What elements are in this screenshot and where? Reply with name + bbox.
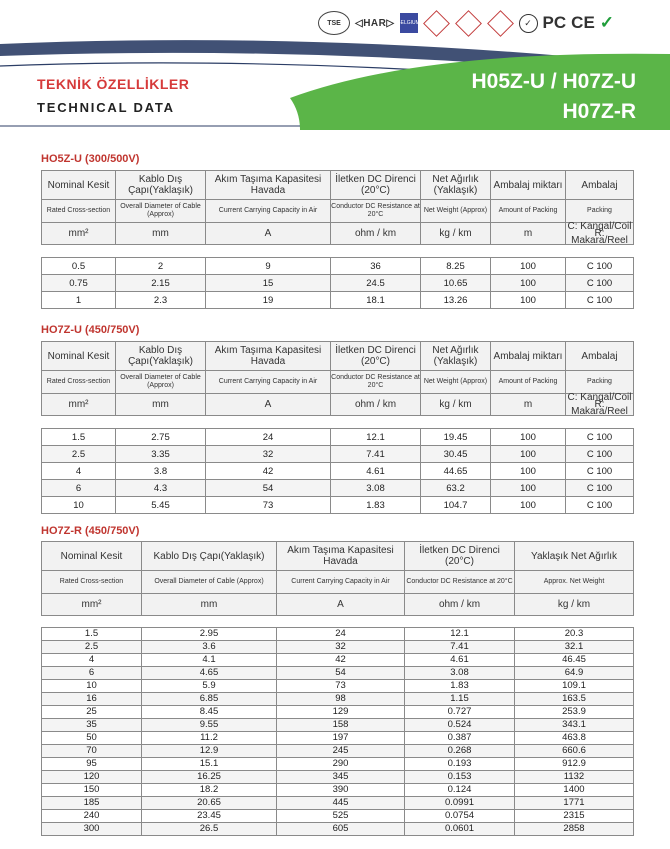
header-row-units bbox=[42, 223, 634, 245]
table-cell-m: 100 bbox=[491, 480, 566, 497]
col-subheader-current: Current Carrying Capacity in Air bbox=[277, 571, 405, 594]
col-header-weight: Net Ağırlık (Yaklaşık) bbox=[421, 342, 491, 371]
table-cell-d: 2.15 bbox=[116, 275, 206, 292]
header-row-tr bbox=[42, 342, 634, 371]
unit-weight: kg / km bbox=[421, 394, 491, 416]
diamond-mark-icon bbox=[423, 10, 450, 37]
col-subheader-resistance: Conductor DC Resistance at 20°C bbox=[331, 200, 421, 223]
table-cell-d: 20.65 bbox=[142, 797, 277, 810]
spec-table-data-h05z-u bbox=[41, 257, 634, 309]
unit-weight: kg / km bbox=[421, 223, 491, 245]
table-cell-d: 2.75 bbox=[116, 429, 206, 446]
table-cell-w: 20.3 bbox=[515, 628, 634, 641]
table-cell-r: 0.524 bbox=[405, 719, 515, 732]
product-code-line2: H07Z-R bbox=[562, 100, 636, 123]
table-cell-d: 5.9 bbox=[142, 680, 277, 693]
table-row bbox=[42, 480, 634, 497]
table-cell-a: 445 bbox=[277, 797, 405, 810]
table-cell-d: 3.8 bbox=[116, 463, 206, 480]
table-cell-d: 8.45 bbox=[142, 706, 277, 719]
col-subheader-diameter: Overall Diameter of Cable (Approx) bbox=[116, 371, 206, 394]
table-cell-a: 19 bbox=[206, 292, 331, 309]
table-cell-w: 8.25 bbox=[421, 258, 491, 275]
ce-mark-icon: CE bbox=[571, 13, 595, 32]
table-cell-c: 10 bbox=[42, 497, 116, 514]
table-cell-r: 1.83 bbox=[405, 680, 515, 693]
col-subheader-pack-qty: Amount of Packing bbox=[491, 371, 566, 394]
table-row bbox=[42, 797, 634, 810]
table-cell-a: 24 bbox=[206, 429, 331, 446]
header-row-en bbox=[42, 200, 634, 223]
table-cell-a: 24 bbox=[277, 628, 405, 641]
table-cell-a: 32 bbox=[277, 641, 405, 654]
unit-packing: C: Kangal/Coil R: Makara/Reel bbox=[566, 223, 634, 245]
table-row bbox=[42, 654, 634, 667]
table-cell-d: 16.25 bbox=[142, 771, 277, 784]
table-cell-r: 7.41 bbox=[331, 446, 421, 463]
table-cell-p: C 100 bbox=[566, 480, 634, 497]
table-cell-r: 3.08 bbox=[405, 667, 515, 680]
table-row bbox=[42, 771, 634, 784]
spec-table-data-h07z-r bbox=[41, 627, 634, 836]
table-cell-c: 4 bbox=[42, 463, 116, 480]
table-cell-r: 12.1 bbox=[405, 628, 515, 641]
table-cell-d: 18.2 bbox=[142, 784, 277, 797]
table-cell-d: 4.3 bbox=[116, 480, 206, 497]
table-cell-a: 290 bbox=[277, 758, 405, 771]
col-header-current: Akım Taşıma Kapasitesi Havada bbox=[206, 171, 331, 200]
table-row bbox=[42, 497, 634, 514]
diamond-mark-icon bbox=[455, 10, 482, 37]
table-cell-d: 23.45 bbox=[142, 810, 277, 823]
table-cell-w: 44.65 bbox=[421, 463, 491, 480]
col-subheader-weight: Net Weight (Approx) bbox=[421, 371, 491, 394]
col-subheader-weight: Approx. Net Weight bbox=[515, 571, 634, 594]
table-cell-a: 345 bbox=[277, 771, 405, 784]
table-cell-r: 1.15 bbox=[405, 693, 515, 706]
col-subheader-current: Current Carrying Capacity in Air bbox=[206, 371, 331, 394]
col-subheader-resistance: Conductor DC Resistance at 20°C bbox=[331, 371, 421, 394]
col-subheader-resistance: Conductor DC Resistance at 20°C bbox=[405, 571, 515, 594]
belgium-mark-icon: BELGIUM bbox=[400, 13, 418, 33]
table-cell-c: 50 bbox=[42, 732, 142, 745]
header-row-units bbox=[42, 394, 634, 416]
col-header-resistance: İletken DC Direnci (20°C) bbox=[331, 171, 421, 200]
table-cell-w: 30.45 bbox=[421, 446, 491, 463]
table-cell-r: 0.0601 bbox=[405, 823, 515, 836]
unit-pack-qty: m bbox=[491, 223, 566, 245]
table-cell-m: 100 bbox=[491, 258, 566, 275]
col-header-nominal: Nominal Kesit bbox=[42, 542, 142, 571]
table-cell-w: 46.45 bbox=[515, 654, 634, 667]
table-cell-a: 605 bbox=[277, 823, 405, 836]
table-cell-a: 54 bbox=[206, 480, 331, 497]
table-cell-w: 2315 bbox=[515, 810, 634, 823]
table-cell-c: 1 bbox=[42, 292, 116, 309]
unit-current: A bbox=[277, 594, 405, 616]
table-cell-c: 300 bbox=[42, 823, 142, 836]
table-cell-d: 5.45 bbox=[116, 497, 206, 514]
unit-current: A bbox=[206, 223, 331, 245]
table-cell-w: 13.26 bbox=[421, 292, 491, 309]
table-cell-p: C 100 bbox=[566, 497, 634, 514]
table-row bbox=[42, 446, 634, 463]
col-header-weight: Yaklaşık Net Ağırlık bbox=[515, 542, 634, 571]
table-cell-r: 4.61 bbox=[405, 654, 515, 667]
unit-resistance: ohm / km bbox=[331, 223, 421, 245]
col-subheader-diameter: Overall Diameter of Cable (Approx) bbox=[142, 571, 277, 594]
table-row bbox=[42, 292, 634, 309]
table-cell-c: 0.5 bbox=[42, 258, 116, 275]
table-cell-a: 9 bbox=[206, 258, 331, 275]
table-row bbox=[42, 275, 634, 292]
table-cell-c: 2.5 bbox=[42, 641, 142, 654]
table-cell-r: 36 bbox=[331, 258, 421, 275]
table-cell-r: 0.193 bbox=[405, 758, 515, 771]
unit-resistance: ohm / km bbox=[405, 594, 515, 616]
table-cell-a: 15 bbox=[206, 275, 331, 292]
spec-table-header-h07z-u bbox=[41, 341, 634, 416]
table-cell-c: 185 bbox=[42, 797, 142, 810]
table-row bbox=[42, 810, 634, 823]
unit-resistance: ohm / km bbox=[331, 394, 421, 416]
table-cell-a: 158 bbox=[277, 719, 405, 732]
circle-check-icon: ✓ bbox=[519, 14, 538, 33]
col-header-current: Akım Taşıma Kapasitesi Havada bbox=[206, 342, 331, 371]
table-cell-r: 12.1 bbox=[331, 429, 421, 446]
table-row bbox=[42, 823, 634, 836]
table-cell-d: 15.1 bbox=[142, 758, 277, 771]
table-cell-d: 9.55 bbox=[142, 719, 277, 732]
col-header-pack-qty: Ambalaj miktarı bbox=[491, 171, 566, 200]
col-header-weight: Net Ağırlık (Yaklaşık) bbox=[421, 171, 491, 200]
table-cell-r: 0.268 bbox=[405, 745, 515, 758]
table-cell-p: C 100 bbox=[566, 258, 634, 275]
table-cell-r: 18.1 bbox=[331, 292, 421, 309]
table-row bbox=[42, 732, 634, 745]
table-row bbox=[42, 706, 634, 719]
table-row bbox=[42, 693, 634, 706]
table-cell-d: 6.85 bbox=[142, 693, 277, 706]
spec-table-data-h07z-u bbox=[41, 428, 634, 514]
table-cell-a: 129 bbox=[277, 706, 405, 719]
table-cell-p: C 100 bbox=[566, 292, 634, 309]
table-cell-c: 0.75 bbox=[42, 275, 116, 292]
table-cell-c: 1.5 bbox=[42, 628, 142, 641]
table-cell-c: 10 bbox=[42, 680, 142, 693]
section-title-h07z-u: HO7Z-U (450/750V) bbox=[41, 324, 140, 336]
table-cell-c: 120 bbox=[42, 771, 142, 784]
table-cell-r: 3.08 bbox=[331, 480, 421, 497]
table-cell-w: 32.1 bbox=[515, 641, 634, 654]
table-cell-w: 10.65 bbox=[421, 275, 491, 292]
table-row bbox=[42, 680, 634, 693]
table-cell-r: 0.0754 bbox=[405, 810, 515, 823]
table-cell-c: 95 bbox=[42, 758, 142, 771]
header-row-en bbox=[42, 571, 634, 594]
table-cell-c: 70 bbox=[42, 745, 142, 758]
table-cell-p: C 100 bbox=[566, 275, 634, 292]
unit-packing: C: Kangal/Coil R: Makara/Reel bbox=[566, 394, 634, 416]
table-cell-m: 100 bbox=[491, 292, 566, 309]
col-subheader-weight: Net Weight (Approx) bbox=[421, 200, 491, 223]
table-cell-m: 100 bbox=[491, 497, 566, 514]
table-cell-c: 240 bbox=[42, 810, 142, 823]
product-code-line1: H05Z-U / H07Z-U bbox=[471, 70, 636, 93]
table-cell-w: 343.1 bbox=[515, 719, 634, 732]
col-header-diameter: Kablo Dış Çapı(Yaklaşık) bbox=[116, 171, 206, 200]
col-subheader-nominal: Rated Cross-section bbox=[42, 200, 116, 223]
col-header-packing: Ambalaj bbox=[566, 342, 634, 371]
header-row-tr bbox=[42, 171, 634, 200]
table-cell-d: 2 bbox=[116, 258, 206, 275]
col-header-diameter: Kablo Dış Çapı(Yaklaşık) bbox=[142, 542, 277, 571]
spec-table-header-h05z-u bbox=[41, 170, 634, 245]
col-subheader-nominal: Rated Cross-section bbox=[42, 371, 116, 394]
table-cell-p: C 100 bbox=[566, 446, 634, 463]
unit-weight: kg / km bbox=[515, 594, 634, 616]
unit-nominal: mm² bbox=[42, 594, 142, 616]
table-cell-c: 2.5 bbox=[42, 446, 116, 463]
har-mark-icon: ◁HAR▷ bbox=[355, 17, 395, 29]
col-header-current: Akım Taşıma Kapasitesi Havada bbox=[277, 542, 405, 571]
table-cell-r: 0.153 bbox=[405, 771, 515, 784]
table-cell-w: 163.5 bbox=[515, 693, 634, 706]
table-cell-m: 100 bbox=[491, 429, 566, 446]
section-title-h05z-u: HO5Z-U (300/500V) bbox=[41, 153, 140, 165]
table-cell-w: 912.9 bbox=[515, 758, 634, 771]
table-row bbox=[42, 667, 634, 680]
page-title-tr: TEKNİK ÖZELLİKLER bbox=[37, 76, 190, 92]
spec-table-header-h07z-r bbox=[41, 541, 634, 616]
table-row bbox=[42, 628, 634, 641]
unit-diameter: mm bbox=[142, 594, 277, 616]
table-cell-a: 42 bbox=[206, 463, 331, 480]
table-cell-w: 104.7 bbox=[421, 497, 491, 514]
pc-mark-icon: PC bbox=[542, 13, 567, 32]
section-title-h07z-r: HO7Z-R (450/750V) bbox=[41, 525, 140, 537]
table-cell-r: 1.83 bbox=[331, 497, 421, 514]
table-cell-c: 6 bbox=[42, 480, 116, 497]
table-cell-r: 7.41 bbox=[405, 641, 515, 654]
product-codes bbox=[471, 67, 636, 127]
col-header-resistance: İletken DC Direnci (20°C) bbox=[405, 542, 515, 571]
table-cell-d: 12.9 bbox=[142, 745, 277, 758]
table-cell-a: 73 bbox=[206, 497, 331, 514]
unit-nominal: mm² bbox=[42, 223, 116, 245]
table-cell-c: 25 bbox=[42, 706, 142, 719]
unit-current: A bbox=[206, 394, 331, 416]
table-cell-d: 2.95 bbox=[142, 628, 277, 641]
table-cell-c: 1.5 bbox=[42, 429, 116, 446]
table-cell-p: C 100 bbox=[566, 463, 634, 480]
table-cell-d: 3.6 bbox=[142, 641, 277, 654]
diamond-mark-icon bbox=[487, 10, 514, 37]
table-row bbox=[42, 258, 634, 275]
certification-marks bbox=[318, 10, 614, 36]
col-subheader-nominal: Rated Cross-section bbox=[42, 571, 142, 594]
table-cell-r: 4.61 bbox=[331, 463, 421, 480]
unit-diameter: mm bbox=[116, 394, 206, 416]
unit-diameter: mm bbox=[116, 223, 206, 245]
col-subheader-diameter: Overall Diameter of Cable (Approx) bbox=[116, 200, 206, 223]
col-header-nominal: Nominal Kesit bbox=[42, 171, 116, 200]
table-row bbox=[42, 463, 634, 480]
table-cell-m: 100 bbox=[491, 446, 566, 463]
table-cell-a: 98 bbox=[277, 693, 405, 706]
table-cell-w: 1132 bbox=[515, 771, 634, 784]
tse-mark-icon: TSE bbox=[318, 11, 350, 35]
rohs-check-icon: ✓ bbox=[599, 13, 615, 32]
unit-pack-qty: m bbox=[491, 394, 566, 416]
table-cell-w: 63.2 bbox=[421, 480, 491, 497]
table-cell-r: 24.5 bbox=[331, 275, 421, 292]
table-cell-c: 16 bbox=[42, 693, 142, 706]
table-cell-d: 26.5 bbox=[142, 823, 277, 836]
col-header-nominal: Nominal Kesit bbox=[42, 342, 116, 371]
table-cell-a: 245 bbox=[277, 745, 405, 758]
table-row bbox=[42, 719, 634, 732]
table-cell-w: 19.45 bbox=[421, 429, 491, 446]
table-cell-w: 660.6 bbox=[515, 745, 634, 758]
page-title-en: TECHNICAL DATA bbox=[37, 100, 175, 115]
col-subheader-packing: Packing bbox=[566, 200, 634, 223]
table-cell-a: 54 bbox=[277, 667, 405, 680]
table-cell-a: 73 bbox=[277, 680, 405, 693]
table-cell-m: 100 bbox=[491, 275, 566, 292]
table-cell-m: 100 bbox=[491, 463, 566, 480]
table-cell-a: 32 bbox=[206, 446, 331, 463]
table-cell-w: 2858 bbox=[515, 823, 634, 836]
table-cell-r: 0.727 bbox=[405, 706, 515, 719]
col-header-packing: Ambalaj bbox=[566, 171, 634, 200]
col-header-pack-qty: Ambalaj miktarı bbox=[491, 342, 566, 371]
table-cell-a: 42 bbox=[277, 654, 405, 667]
col-subheader-current: Current Carrying Capacity in Air bbox=[206, 200, 331, 223]
table-cell-d: 4.1 bbox=[142, 654, 277, 667]
col-subheader-packing: Packing bbox=[566, 371, 634, 394]
table-cell-c: 6 bbox=[42, 667, 142, 680]
header-row-tr bbox=[42, 542, 634, 571]
header-row-en bbox=[42, 371, 634, 394]
table-cell-c: 150 bbox=[42, 784, 142, 797]
table-cell-a: 525 bbox=[277, 810, 405, 823]
table-cell-d: 2.3 bbox=[116, 292, 206, 309]
unit-nominal: mm² bbox=[42, 394, 116, 416]
table-cell-d: 11.2 bbox=[142, 732, 277, 745]
table-cell-r: 0.0991 bbox=[405, 797, 515, 810]
table-cell-a: 390 bbox=[277, 784, 405, 797]
table-cell-c: 35 bbox=[42, 719, 142, 732]
table-cell-r: 0.387 bbox=[405, 732, 515, 745]
table-cell-w: 109.1 bbox=[515, 680, 634, 693]
table-cell-w: 463.8 bbox=[515, 732, 634, 745]
col-header-resistance: İletken DC Direnci (20°C) bbox=[331, 342, 421, 371]
table-cell-d: 4.65 bbox=[142, 667, 277, 680]
table-cell-a: 197 bbox=[277, 732, 405, 745]
table-cell-w: 253.9 bbox=[515, 706, 634, 719]
table-row bbox=[42, 758, 634, 771]
table-cell-p: C 100 bbox=[566, 429, 634, 446]
table-cell-w: 1400 bbox=[515, 784, 634, 797]
table-row bbox=[42, 745, 634, 758]
table-cell-r: 0.124 bbox=[405, 784, 515, 797]
table-cell-w: 64.9 bbox=[515, 667, 634, 680]
table-cell-c: 4 bbox=[42, 654, 142, 667]
table-row bbox=[42, 641, 634, 654]
table-cell-d: 3.35 bbox=[116, 446, 206, 463]
col-subheader-pack-qty: Amount of Packing bbox=[491, 200, 566, 223]
header-row-units bbox=[42, 594, 634, 616]
col-header-diameter: Kablo Dış Çapı(Yaklaşık) bbox=[116, 342, 206, 371]
table-row bbox=[42, 784, 634, 797]
table-row bbox=[42, 429, 634, 446]
table-cell-w: 1771 bbox=[515, 797, 634, 810]
